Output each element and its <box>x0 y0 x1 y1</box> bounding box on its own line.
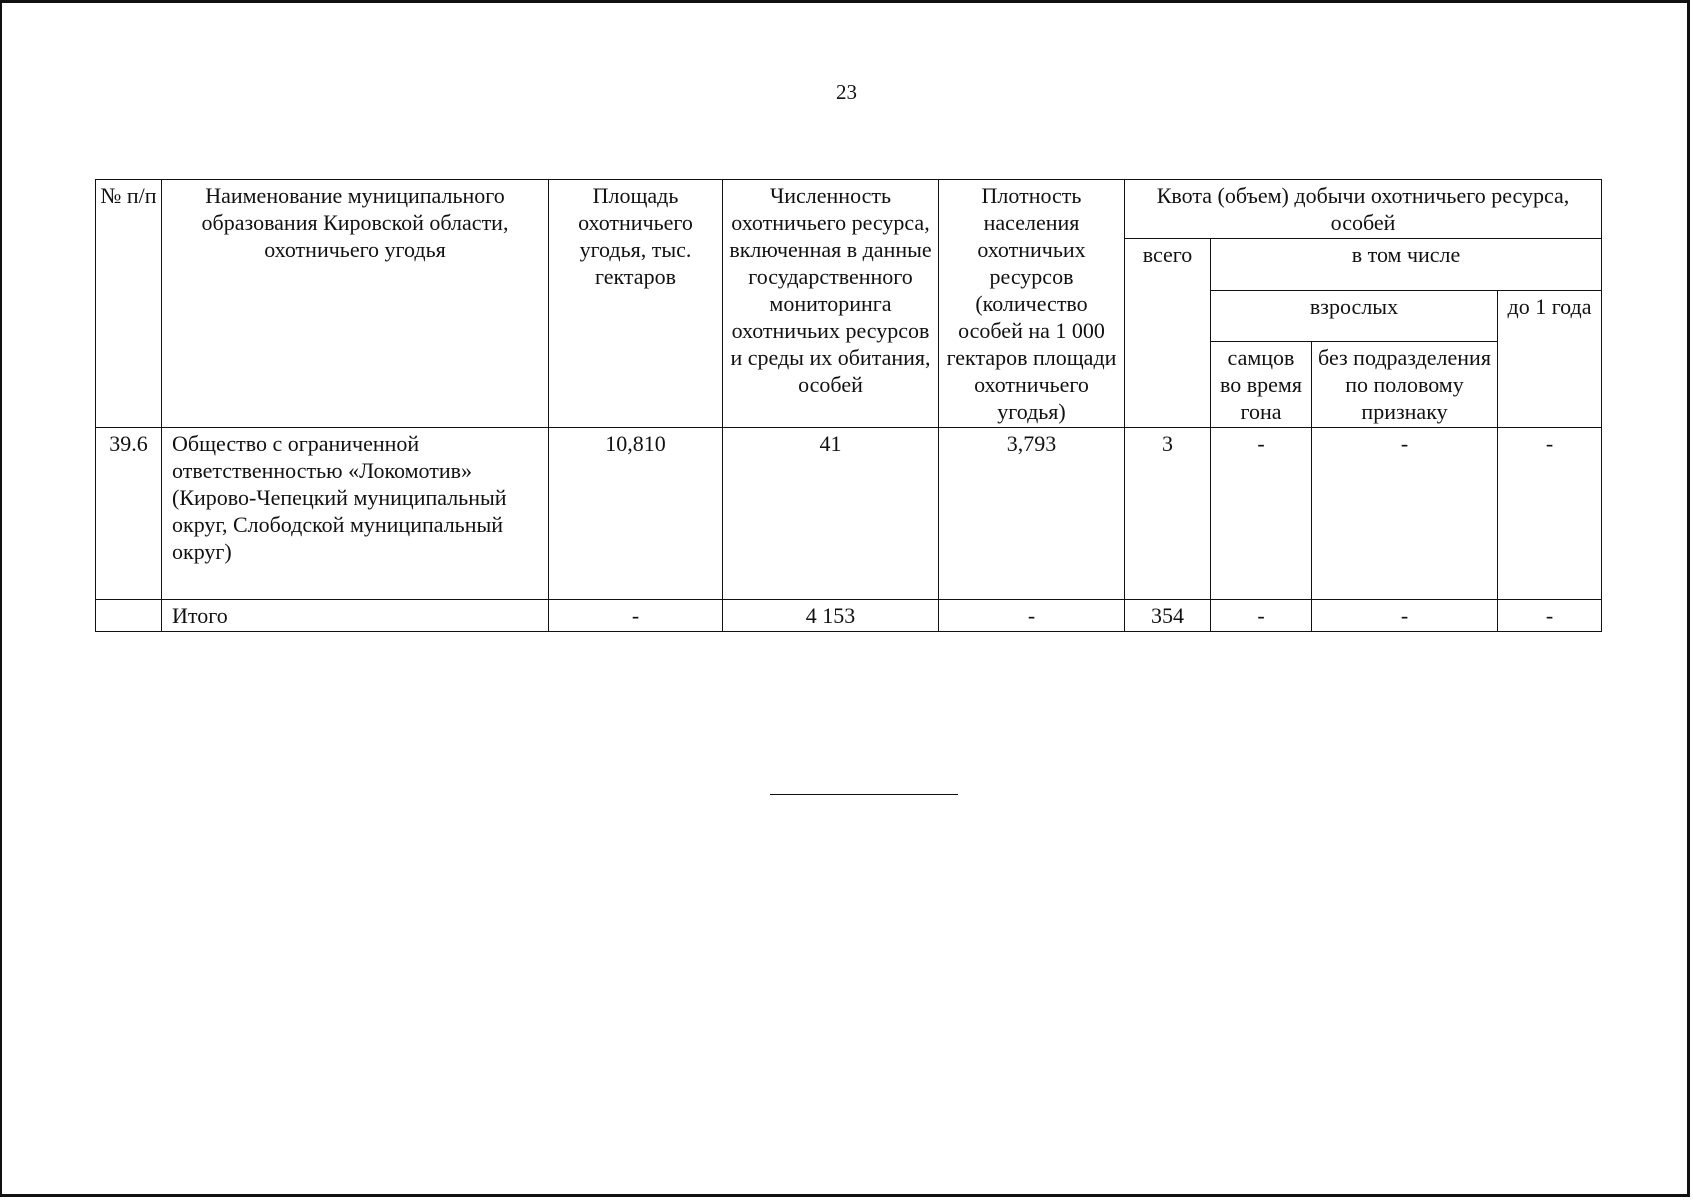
cell-no-sex: - <box>1312 428 1498 600</box>
page-number: 23 <box>836 80 857 104</box>
cell-area: 10,810 <box>549 428 723 600</box>
cell-males: - <box>1211 428 1312 600</box>
header-adults: взрослых <box>1211 290 1498 342</box>
total-row <box>96 600 1602 632</box>
cell-under-one: - <box>1498 428 1602 600</box>
total-males: - <box>1211 600 1312 632</box>
quota-table <box>95 179 1602 632</box>
total-total: 354 <box>1125 600 1211 632</box>
header-under-one: до 1 года <box>1498 290 1602 428</box>
header-males: самцов во время гона <box>1211 342 1312 428</box>
header-including: в том числе <box>1211 239 1602 291</box>
header-row-1 <box>96 180 1602 239</box>
total-count: 4 153 <box>723 600 939 632</box>
cell-density: 3,793 <box>939 428 1125 600</box>
total-density: - <box>939 600 1125 632</box>
total-no-sex: - <box>1312 600 1498 632</box>
header-name: Наименование муниципального образования Кировской области, охотничьего угодья <box>162 180 549 428</box>
cell-total: 3 <box>1125 428 1211 600</box>
header-quota: Квота (объем) добычи охотничьего ресурса, особей <box>1125 180 1602 239</box>
header-density: Плотность населения охотничьих ресурсов (количество особей на 1 000 гектаров площади охотничьего угодья) <box>939 180 1125 428</box>
total-area: - <box>549 600 723 632</box>
cell-num: 39.6 <box>96 428 162 600</box>
table-row <box>96 428 1602 600</box>
header-no-sex: без подразделения по половому признаку <box>1312 342 1498 428</box>
end-rule <box>770 794 958 795</box>
header-area: Площадь охотничьего угодья, тыс. гектаров <box>549 180 723 428</box>
header-total: всего <box>1125 239 1211 428</box>
header-count: Численность охотничьего ресурса, включенная в данные государственного мониторинга охотничьих ресурсов и среды их обитания, особей <box>723 180 939 428</box>
header-num: № п/п <box>96 180 162 428</box>
total-under-one: - <box>1498 600 1602 632</box>
cell-name: Общество с ограниченной ответственностью «Локомотив» (Кирово-Чепецкий муниципальный округ, Слободской муниципальный округ) <box>162 428 549 600</box>
cell-count: 41 <box>723 428 939 600</box>
total-name: Итого <box>162 600 549 632</box>
total-num <box>96 600 162 632</box>
